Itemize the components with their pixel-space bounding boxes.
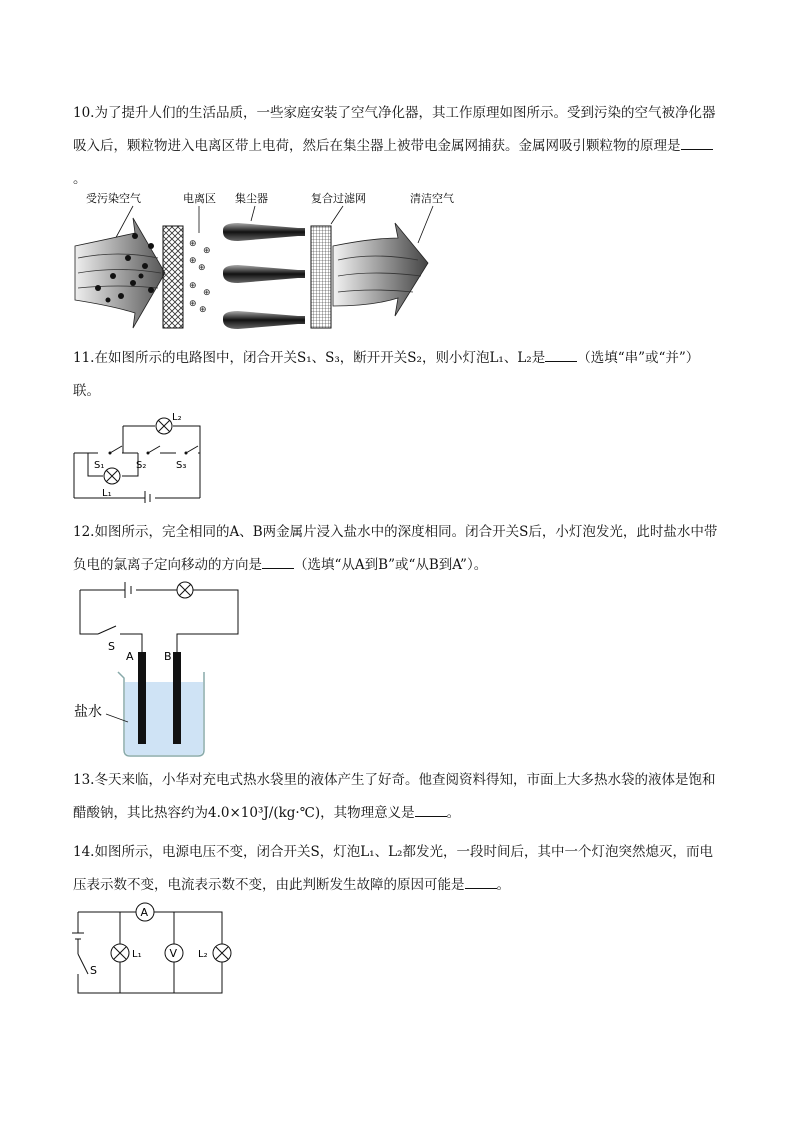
svg-text:A: A xyxy=(126,650,134,663)
svg-text:S₂: S₂ xyxy=(136,460,147,471)
answer-blank[interactable] xyxy=(545,347,577,362)
question-10: 10.为了提升人们的生活品质，一些家庭安装了空气净化器，其工作原理如图所示。受到污染的空气被净化器吸入后，颗粒物进入电离区带上电荷，然后在集尘器上被带电金属网捕获。金属网吸引颗粒物的原理是。 xyxy=(73,105,716,187)
svg-text:L₂: L₂ xyxy=(198,949,208,960)
lamp-l1 xyxy=(104,468,120,484)
lamp xyxy=(177,582,193,598)
answer-blank[interactable] xyxy=(262,554,294,569)
answer-blank[interactable] xyxy=(681,135,713,150)
circuit-diagram-11 xyxy=(70,408,210,503)
lamp-l2 xyxy=(156,418,172,434)
question-13: 13.冬天来临，小华对充电式热水袋里的液体产生了好奇。他查阅资料得知，市面上大多热水袋的液体是饱和醋酸钠，其比热容约为4.0×10³J/(kg·℃)，其物理意义是 。 xyxy=(73,772,716,821)
lamp-l2 xyxy=(213,944,231,962)
label-clean-air: 清洁空气 xyxy=(410,192,454,205)
answer-blank[interactable] xyxy=(465,874,497,889)
question-10-text: 10.为了提升人们的生活品质，一些家庭安装了空气净化器，其工作原理如图所示。受到污染的空气被净化器吸入后，颗粒物进入电离区带上电荷，然后在集尘器上被带电金属网捕获。金属网吸引颗粒物的原理是 xyxy=(73,105,716,154)
circuit-diagram-14 xyxy=(70,902,240,997)
question-14-text: 14.如图所示，电源电压不变，闭合开关S，灯泡L₁、L₂都发光，一段时间后，其中一个灯泡突然熄灭，而电压表示数不变，电流表示数不变，由此判断发生故障的原因可能是 xyxy=(73,844,713,893)
svg-text:L₁: L₁ xyxy=(102,488,112,499)
question-14: 14.如图所示，电源电压不变，闭合开关S，灯泡L₁、L₂都发光，一段时间后，其中一个灯泡突然熄灭，而电压表示数不变，电流表示数不变，由此判断发生故障的原因可能是 。 xyxy=(73,844,713,893)
metal-plate-a xyxy=(138,652,146,744)
metal-plate-b xyxy=(173,652,181,744)
svg-text:A: A xyxy=(140,906,149,919)
svg-text:S: S xyxy=(90,964,97,977)
beaker xyxy=(118,672,204,756)
label-brine: 盐水 xyxy=(74,704,102,720)
label-polluted-air: 受污染空气 xyxy=(86,192,141,205)
clean-air-arrow xyxy=(333,223,428,316)
svg-text:⊕: ⊕ xyxy=(203,288,211,298)
svg-text:V: V xyxy=(169,947,178,960)
question-11-text: 11.在如图所示的电路图中，闭合开关S₁、S₃，断开开关S₂，则小灯泡L₁、L₂是 xyxy=(73,350,546,366)
svg-text:⊕: ⊕ xyxy=(199,305,207,315)
composite-filter xyxy=(311,226,331,328)
label-filter: 复合过滤网 xyxy=(311,192,366,205)
svg-text:S₁: S₁ xyxy=(94,460,105,471)
svg-text:⊕: ⊕ xyxy=(189,299,197,309)
label-collector: 集尘器 xyxy=(235,192,268,205)
svg-text:L₁: L₁ xyxy=(132,949,142,960)
svg-text:⊕: ⊕ xyxy=(203,246,211,256)
question-11: 11.在如图所示的电路图中，闭合开关S₁、S₃，断开开关S₂，则小灯泡L₁、L₂是 （选填“串”或“并”）联。 xyxy=(73,342,723,408)
svg-text:⊕: ⊕ xyxy=(189,281,197,291)
ammeter xyxy=(136,903,154,921)
question-12-text: 12.如图所示，完全相同的A、B两金属片浸入盐水中的深度相同。闭合开关S后，小灯泡发光，此时盐水中带负电的氯离子定向移动的方向是 xyxy=(73,524,718,573)
svg-text:⊕: ⊕ xyxy=(189,239,197,249)
lamp-l1 xyxy=(111,944,129,962)
question-12: 12.如图所示，完全相同的A、B两金属片浸入盐水中的深度相同。闭合开关S后，小灯泡发光，此时盐水中带负电的氯离子定向移动的方向是 （选填“从A到B”或“从B到A”）。 xyxy=(73,524,718,573)
svg-text:⊕: ⊕ xyxy=(198,263,206,273)
dust-collectors xyxy=(223,223,305,329)
svg-text:⊕: ⊕ xyxy=(189,256,197,266)
svg-text:L₂: L₂ xyxy=(172,412,182,423)
air-purifier-diagram xyxy=(73,188,473,333)
label-ionization: 电离区 xyxy=(183,192,216,205)
svg-text:S₃: S₃ xyxy=(176,460,187,471)
voltmeter xyxy=(165,944,183,962)
question-13-text: 13.冬天来临，小华对充电式热水袋里的液体产生了好奇。他查阅资料得知，市面上大多热水袋的液体是饱和醋酸钠，其比热容约为4.0×10³J/(kg·℃)，其物理意义是 xyxy=(73,772,716,821)
brine-circuit-diagram xyxy=(70,578,250,758)
ionization-grid xyxy=(163,226,183,328)
svg-text:B: B xyxy=(164,650,172,663)
polluted-air-arrow xyxy=(75,218,165,328)
answer-blank[interactable] xyxy=(415,802,447,817)
svg-text:S: S xyxy=(108,640,115,653)
